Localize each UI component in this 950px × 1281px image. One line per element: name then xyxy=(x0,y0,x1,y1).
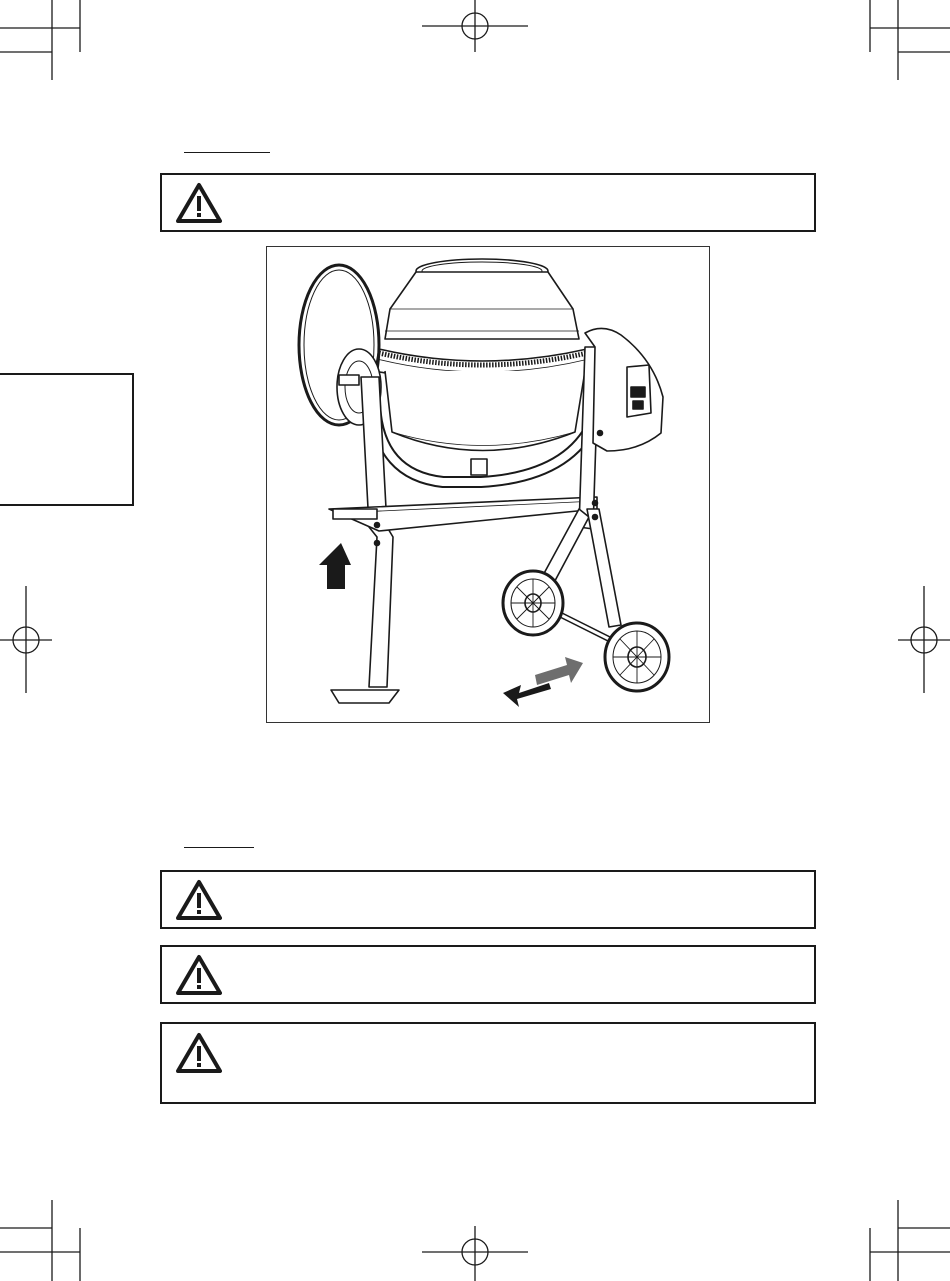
figure-frame xyxy=(266,246,710,723)
arrow-pull-icon xyxy=(503,683,551,707)
warning-triangle-icon xyxy=(176,182,222,224)
warning-box xyxy=(160,870,816,929)
warning-triangle-icon xyxy=(176,1032,222,1074)
arrow-push-icon xyxy=(535,657,583,685)
concrete-mixer-illustration xyxy=(267,247,711,724)
warning-triangle-icon xyxy=(176,954,222,996)
up-arrow-icon xyxy=(319,543,351,589)
warning-triangle-icon xyxy=(176,879,222,921)
section-heading-underline xyxy=(184,847,254,848)
chapter-side-tab xyxy=(0,373,134,506)
section-heading-underline xyxy=(184,152,270,153)
warning-box xyxy=(160,1022,816,1104)
warning-box xyxy=(160,173,816,232)
warning-box xyxy=(160,945,816,1004)
